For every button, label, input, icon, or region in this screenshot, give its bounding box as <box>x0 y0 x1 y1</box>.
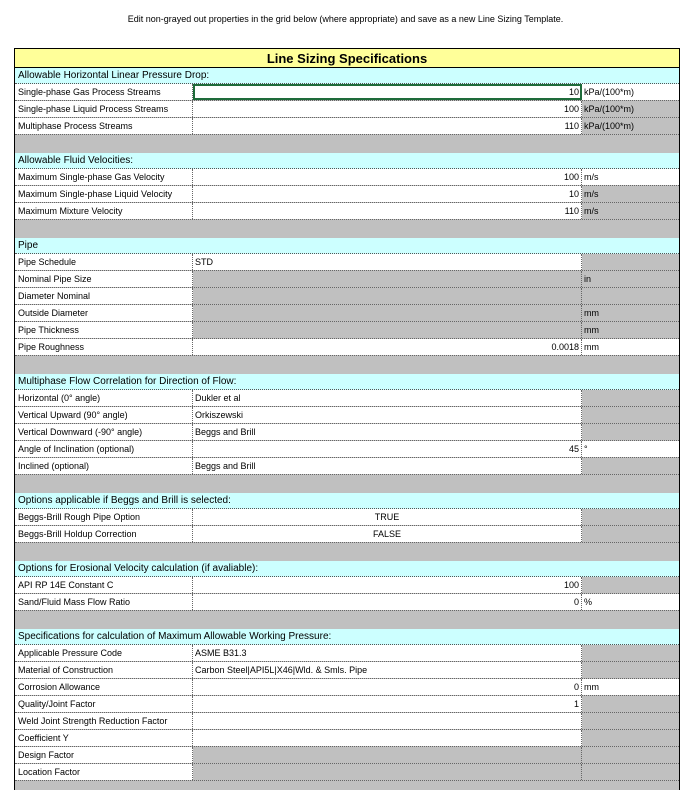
grid-title: Line Sizing Specifications <box>15 49 679 68</box>
grid-row <box>15 509 679 526</box>
row-label: Maximum Single-phase Liquid Velocity <box>15 186 193 202</box>
unit-cell <box>582 424 679 440</box>
max-mixture-velocity-cell[interactable]: 110 <box>193 203 582 219</box>
unit-cell <box>582 645 679 661</box>
unit-cell[interactable]: % <box>582 594 679 610</box>
grid-row <box>15 288 679 305</box>
row-label: Coefficient Y <box>15 730 193 746</box>
row-label: Vertical Downward (-90° angle) <box>15 424 193 440</box>
row-label: Pipe Roughness <box>15 339 193 355</box>
unit-cell <box>582 509 679 525</box>
grid-row <box>15 118 679 135</box>
row-label: Weld Joint Strength Reduction Factor <box>15 713 193 729</box>
row-label: Applicable Pressure Code <box>15 645 193 661</box>
unit-cell <box>582 390 679 406</box>
row-label: Location Factor <box>15 764 193 780</box>
section-spacer <box>15 611 679 629</box>
grid-row <box>15 254 679 271</box>
section-header-multiphase-correlation: Multiphase Flow Correlation for Direction of Flow: <box>15 374 679 390</box>
grid-row <box>15 169 679 186</box>
section-header-pressure-drop: Allowable Horizontal Linear Pressure Drop: <box>15 68 679 84</box>
pressure-code-cell[interactable]: ASME B31.3 <box>193 645 582 661</box>
grid-row <box>15 747 679 764</box>
grid-row <box>15 322 679 339</box>
diameter-nominal-cell <box>193 288 582 304</box>
row-label: Maximum Mixture Velocity <box>15 203 193 219</box>
location-factor-cell <box>193 764 582 780</box>
row-label: Single-phase Gas Process Streams <box>15 84 193 100</box>
grid-row <box>15 577 679 594</box>
coefficient-y-cell[interactable] <box>193 730 582 746</box>
outside-diameter-cell <box>193 305 582 321</box>
row-label: Vertical Upward (90° angle) <box>15 407 193 423</box>
pipe-roughness-cell[interactable]: 0.0018 <box>193 339 582 355</box>
section-spacer <box>15 135 679 153</box>
row-label: Beggs-Brill Holdup Correction <box>15 526 193 542</box>
grid-row <box>15 390 679 407</box>
unit-cell: mm <box>582 305 679 321</box>
grid-row <box>15 645 679 662</box>
section-header-erosional-velocity: Options for Erosional Velocity calculation (if avaliable): <box>15 561 679 577</box>
holdup-correction-cell[interactable]: FALSE <box>193 526 582 542</box>
section-spacer <box>15 475 679 493</box>
unit-cell: kPa/(100*m) <box>582 101 679 117</box>
api-constant-c-cell[interactable]: 100 <box>193 577 582 593</box>
grid-row <box>15 305 679 322</box>
grid-row <box>15 186 679 203</box>
unit-cell: in <box>582 271 679 287</box>
quality-joint-factor-cell[interactable]: 1 <box>193 696 582 712</box>
unit-cell <box>582 747 679 763</box>
gas-pressure-drop-cell[interactable]: 10 <box>193 84 582 100</box>
grid-row <box>15 679 679 696</box>
row-label: Single-phase Liquid Process Streams <box>15 101 193 117</box>
sand-fluid-ratio-cell[interactable]: 0 <box>193 594 582 610</box>
grid-row <box>15 730 679 747</box>
row-label: Corrosion Allowance <box>15 679 193 695</box>
grid-row <box>15 662 679 679</box>
unit-cell[interactable]: mm <box>582 339 679 355</box>
max-liquid-velocity-cell[interactable]: 10 <box>193 186 582 202</box>
grid-row <box>15 424 679 441</box>
nominal-pipe-size-cell <box>193 271 582 287</box>
grid-row <box>15 407 679 424</box>
unit-cell <box>582 696 679 712</box>
row-label: Sand/Fluid Mass Flow Ratio <box>15 594 193 610</box>
grid-row <box>15 458 679 475</box>
weld-joint-factor-cell[interactable] <box>193 713 582 729</box>
grid-row <box>15 764 679 781</box>
unit-cell[interactable]: m/s <box>582 169 679 185</box>
line-sizing-grid <box>14 48 680 790</box>
instructions-text: Edit non-grayed out properties in the grid below (where appropriate) and save as a new Line Sizing Template. <box>127 14 564 24</box>
section-header-mawp: Specifications for calculation of Maximum Allowable Working Pressure: <box>15 629 679 645</box>
row-label: Quality/Joint Factor <box>15 696 193 712</box>
unit-cell <box>582 764 679 780</box>
section-spacer <box>15 543 679 561</box>
row-label: Horizontal (0° angle) <box>15 390 193 406</box>
vertical-downward-correlation-cell[interactable]: Beggs and Brill <box>193 424 582 440</box>
row-label: Inclined (optional) <box>15 458 193 474</box>
row-label: Pipe Thickness <box>15 322 193 338</box>
pipe-thickness-cell <box>193 322 582 338</box>
unit-cell[interactable]: ° <box>582 441 679 457</box>
unit-cell <box>582 458 679 474</box>
unit-cell <box>582 577 679 593</box>
horizontal-correlation-cell[interactable]: Dukler et al <box>193 390 582 406</box>
unit-cell <box>582 288 679 304</box>
max-gas-velocity-cell[interactable]: 100 <box>193 169 582 185</box>
design-factor-cell <box>193 747 582 763</box>
unit-cell[interactable]: kPa/(100*m) <box>582 84 679 100</box>
row-label: Outside Diameter <box>15 305 193 321</box>
unit-cell <box>582 662 679 678</box>
unit-cell <box>582 730 679 746</box>
section-header-beggs-brill-options: Options applicable if Beggs and Brill is selected: <box>15 493 679 509</box>
row-label: Material of Construction <box>15 662 193 678</box>
unit-cell: m/s <box>582 186 679 202</box>
vertical-upward-correlation-cell[interactable]: Orkiszewski <box>193 407 582 423</box>
row-label: Beggs-Brill Rough Pipe Option <box>15 509 193 525</box>
row-label: Design Factor <box>15 747 193 763</box>
material-of-construction-cell[interactable]: Carbon Steel|API5L|X46|Wld. & Smls. Pipe <box>193 662 582 678</box>
row-label: API RP 14E Constant C <box>15 577 193 593</box>
grid-row <box>15 339 679 356</box>
corrosion-allowance-cell[interactable]: 0 <box>193 679 582 695</box>
section-spacer <box>15 220 679 238</box>
grid-row <box>15 101 679 118</box>
section-spacer <box>15 356 679 374</box>
inclined-correlation-cell[interactable]: Beggs and Brill <box>193 458 582 474</box>
grid-row <box>15 84 679 101</box>
unit-cell <box>582 526 679 542</box>
angle-of-inclination-cell[interactable]: 45 <box>193 441 582 457</box>
grid-row <box>15 594 679 611</box>
liquid-pressure-drop-cell[interactable]: 100 <box>193 101 582 117</box>
section-header-pipe: Pipe <box>15 238 679 254</box>
row-label: Diameter Nominal <box>15 288 193 304</box>
unit-cell: m/s <box>582 203 679 219</box>
unit-cell <box>582 407 679 423</box>
row-label: Angle of Inclination (optional) <box>15 441 193 457</box>
row-label: Nominal Pipe Size <box>15 271 193 287</box>
row-label: Maximum Single-phase Gas Velocity <box>15 169 193 185</box>
section-header-fluid-velocities: Allowable Fluid Velocities: <box>15 153 679 169</box>
grid-row <box>15 203 679 220</box>
grid-row <box>15 713 679 730</box>
multiphase-pressure-drop-cell[interactable]: 110 <box>193 118 582 134</box>
grid-row <box>15 696 679 713</box>
unit-cell <box>582 254 679 270</box>
unit-cell[interactable]: mm <box>582 679 679 695</box>
unit-cell: mm <box>582 322 679 338</box>
grid-row <box>15 526 679 543</box>
rough-pipe-option-cell[interactable]: TRUE <box>193 509 582 525</box>
unit-cell: kPa/(100*m) <box>582 118 679 134</box>
grid-row <box>15 441 679 458</box>
pipe-schedule-cell[interactable]: STD <box>193 254 582 270</box>
row-label: Multiphase Process Streams <box>15 118 193 134</box>
row-label: Pipe Schedule <box>15 254 193 270</box>
grid-row <box>15 271 679 288</box>
unit-cell <box>582 713 679 729</box>
